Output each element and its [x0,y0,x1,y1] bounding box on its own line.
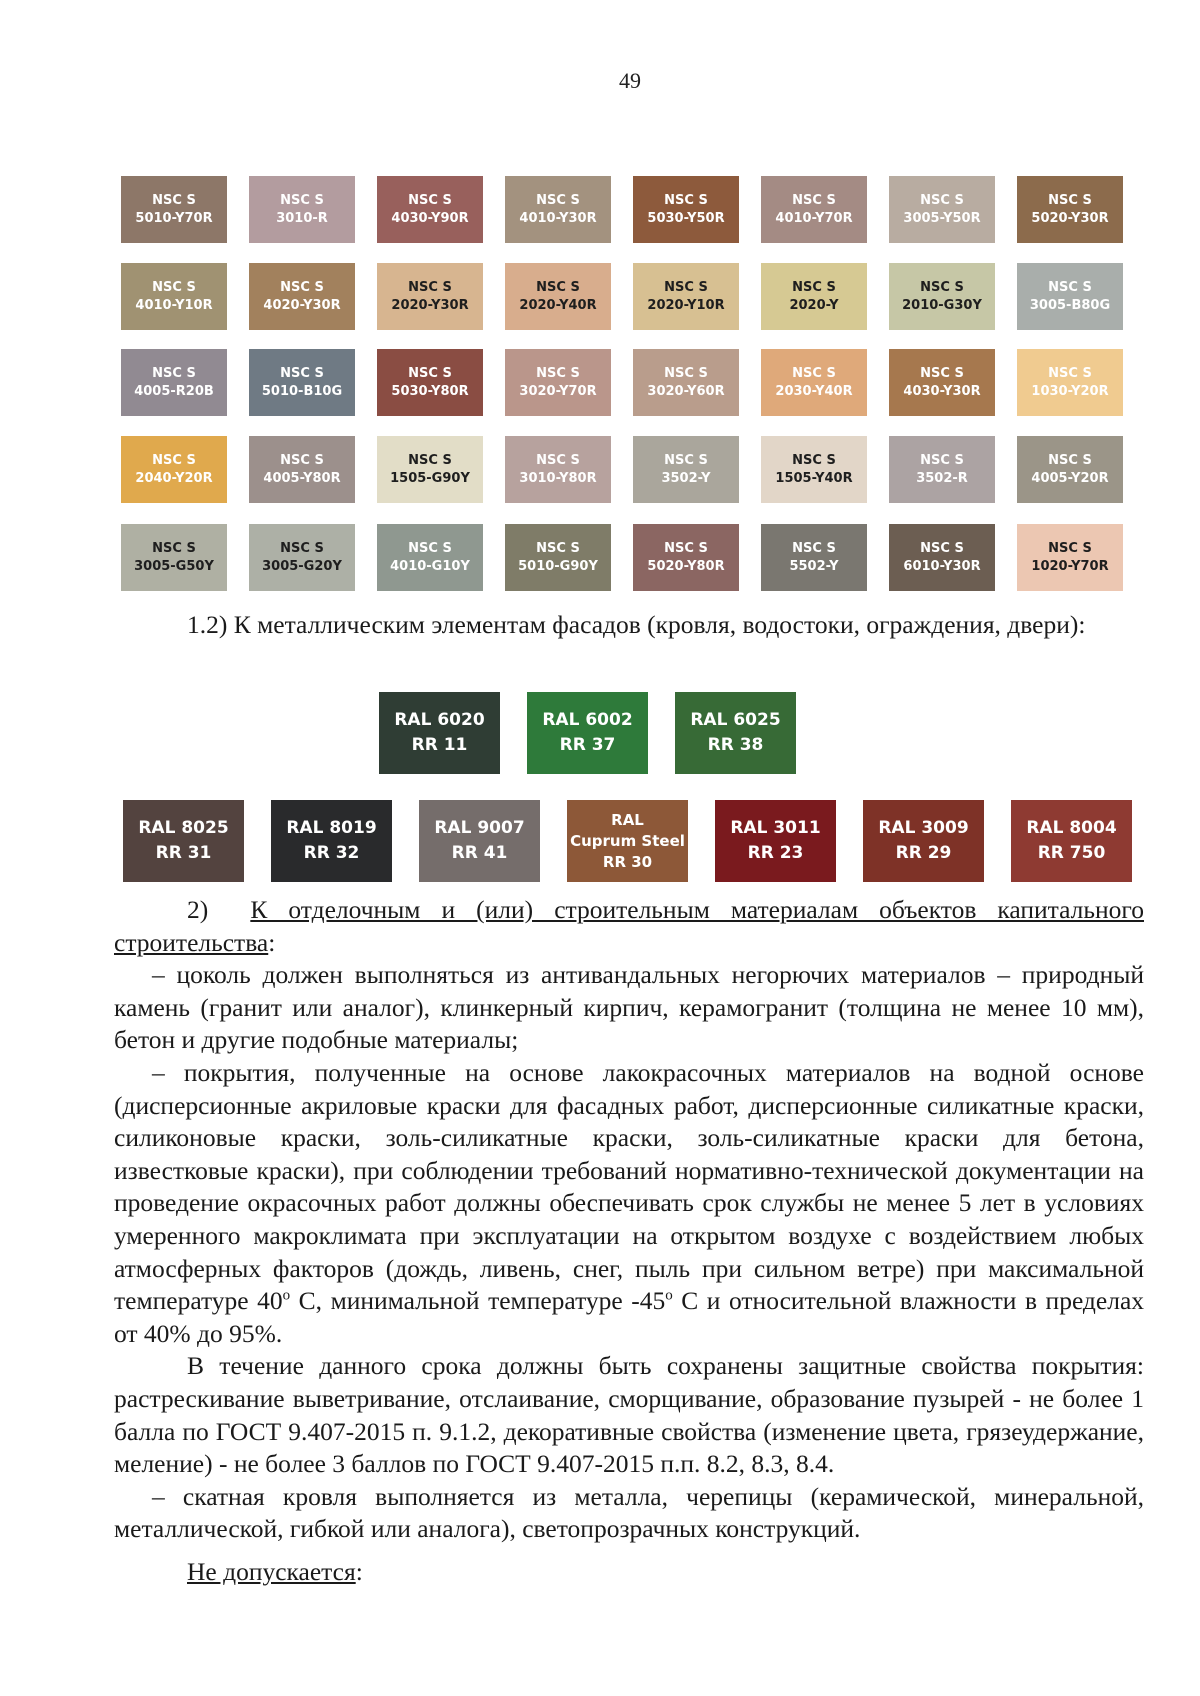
swatch-label-line1: NSC S [920,192,964,208]
ral-label-l2: RR 750 [1037,843,1106,863]
nsc-swatch [889,436,995,503]
swatch-label-line1: NSC S [408,452,452,468]
swatch-label-line1: NSC S [152,365,196,381]
bullet-coatings: – покрытия, полученные на основе лакокрасочных материалов на водной основе (дисперсионные акриловые краски для фасадных работ, дисперсионные силикатные краски, силиконовые краски, золь-силикатные краски, золь-силикатные краски для бетона, известковые краски), при соблюдении требований нормативно-технической документации на проведение окрасочных работ должны обеспечивать срок службы не менее 5 лет в условиях умеренного макроклимата при эксплуатации на открытом воздухе с воздействием любых атмосферных факторов (дождь, ливень, снег, пыль при сильном ветре) при максимальной температуре 40$^o$ С, минимальной температуре -45$^o$ С и относительной влажности в пределах от 40% до 95%. [114,1057,1145,1348]
nsc-swatch [889,524,995,591]
swatch-label-line1: NSC S [536,192,580,208]
swatch-label-code: 3005-Y50R [903,210,981,226]
swatch-label-line1: NSC S [920,540,964,556]
swatch-label-line1: NSC S [536,365,580,381]
nsc-swatch [761,263,867,330]
swatch-label-line1: NSC S [1048,279,1092,295]
nsc-swatch [1017,524,1123,591]
nsc-swatch [889,349,995,416]
swatch-label-line1: NSC S [536,452,580,468]
page-number: 49 [619,68,641,93]
swatch-label-line1: NSC S [1048,365,1092,381]
ral-label-l2: RR 38 [707,735,764,755]
ral-swatch [123,800,244,882]
swatch-label-code: 4010-Y30R [519,210,597,226]
section-2 [114,894,1144,1588]
swatch-label-code: 1020-Y70R [1031,558,1109,574]
nsc-swatch [505,176,611,243]
nsc-swatch [377,436,483,503]
swatch-label-line1: NSC S [152,452,196,468]
bullet-roof: – скатная кровля выполняется из металла, черепицы (керамической, минеральной, металлической, гибкой или аналога), светопрозрачных конструкций. [114,1481,1144,1544]
ral-label-l2: Cuprum Steel [570,831,685,850]
nsc-swatch [121,263,227,330]
swatch-label-code: 4020-Y30R [263,297,341,313]
swatch-label-code: 1030-Y20R [1031,383,1109,399]
ral-label-l3: RR 30 [602,852,653,871]
swatch-label-code: 4005-Y20R [1031,470,1109,486]
nsc-swatch [377,176,483,243]
swatch-label-line1: NSC S [408,279,452,295]
swatch-label-code: 3005-B80G [1029,297,1111,313]
metal-intro-text: 1.2) К металлическим элементам фасадов (кровля, водостоки, ограждения, двери): [187,610,1086,639]
swatch-label-code: 5030-Y80R [391,383,469,399]
swatch-label-code: 3005-G50Y [134,558,214,574]
swatch-label-line1: NSC S [408,192,452,208]
swatch-label-line1: NSC S [792,279,836,295]
ral-label-l2: RR 23 [747,843,804,863]
swatch-label-line1: NSC S [920,279,964,295]
nsc-swatch [889,176,995,243]
not-allowed-heading: Не допускается: [187,1556,363,1586]
swatch-label-line1: NSC S [664,192,708,208]
swatch-label-code: 5030-Y50R [647,210,725,226]
nsc-swatch [1017,263,1123,330]
swatch-label-line1: NSC S [920,452,964,468]
nsc-swatch [121,349,227,416]
swatch-label-code: 4030-Y90R [391,210,469,226]
nsc-swatch [1017,436,1123,503]
nsc-swatch [377,263,483,330]
ral-label-l1: RAL [611,810,644,829]
nsc-swatch [249,176,355,243]
swatch-label-line1: NSC S [280,452,324,468]
swatch-label-code: 5010-G90Y [518,558,598,574]
swatch-label-line1: NSC S [408,365,452,381]
nsc-swatch [761,349,867,416]
nsc-swatch [249,436,355,503]
ral-label-l2: RR 11 [411,735,468,755]
swatch-label-code: 5020-Y80R [647,558,725,574]
swatch-label-line1: NSC S [1048,192,1092,208]
ral-label-l1: RAL 6002 [542,710,633,731]
ral-swatch [715,800,836,882]
nsc-swatch [121,436,227,503]
swatch-label-code: 5010-Y70R [135,210,213,226]
swatch-label-code: 1505-Y40R [775,470,853,486]
nsc-swatch [1017,349,1123,416]
swatch-label-code: 4005-R20B [134,383,214,399]
swatch-label-code: 4030-Y30R [903,383,981,399]
swatch-label-code: 1505-G90Y [390,470,470,486]
swatch-label-code: 3010-R [276,210,328,226]
swatch-label-code: 2010-G30Y [902,297,982,313]
section-2-number: 2) [187,895,209,924]
nsc-swatch [505,349,611,416]
swatch-label-code: 5502-Y [789,558,839,574]
swatch-label-code: 2020-Y30R [391,297,469,313]
bullet-plinth: – цоколь должен выполняться из антивандальных негорючих материалов – природный камень (гранит или аналог), клинкерный кирпич, керамогранит (толщина не менее 10 мм), бетон и другие подобные материалы; [114,960,1144,1055]
ral-label-l2: RR 41 [451,843,508,863]
nsc-swatch [633,263,739,330]
swatch-label-line1: NSC S [152,279,196,295]
nsc-swatch [505,263,611,330]
ral-swatch [675,692,796,774]
swatch-label-line1: NSC S [792,452,836,468]
ral-label-l2: RR 29 [895,843,952,863]
ral-swatch [271,800,392,882]
swatch-label-code: 2020-Y10R [647,297,725,313]
swatch-label-line1: NSC S [1048,452,1092,468]
swatch-label-code: 3020-Y60R [647,383,725,399]
nsc-swatch [761,176,867,243]
swatch-label-code: 4010-Y10R [135,297,213,313]
swatch-label-code: 3502-Y [661,470,711,486]
swatch-label-code: 2020-Y40R [519,297,597,313]
swatch-label-line1: NSC S [280,192,324,208]
nsc-swatch [249,524,355,591]
swatch-label-line1: NSC S [408,540,452,556]
nsc-swatch [249,263,355,330]
swatch-label-code: 5020-Y30R [1031,210,1109,226]
nsc-swatch [505,524,611,591]
ral-swatch [379,692,500,774]
swatch-label-code: 2030-Y40R [775,383,853,399]
nsc-swatch [505,436,611,503]
nsc-swatch [633,524,739,591]
ral-swatch [527,692,648,774]
nsc-swatch [633,436,739,503]
swatch-label-line1: NSC S [280,540,324,556]
metal-elements-intro [114,609,1144,642]
swatch-label-code: 4010-G10Y [390,558,470,574]
ral-label-l1: RAL 8025 [138,818,229,839]
swatch-label-line1: NSC S [152,192,196,208]
ral-label-l1: RAL 3009 [878,818,969,839]
swatch-label-line1: NSC S [792,540,836,556]
nsc-swatch [889,263,995,330]
swatch-label-line1: NSC S [152,540,196,556]
swatch-label-code: 3020-Y70R [519,383,597,399]
nsc-swatch [121,524,227,591]
nsc-swatch [249,349,355,416]
swatch-label-code: 2020-Y [789,297,839,313]
protective-period-paragraph: В течение данного срока должны быть сохранены защитные свойства покрытия: растрескивание выветривание, отслаивание, сморщивание, образование пузырей - не более 1 балла по ГОСТ 9.407-2015 п. 9.1.2, декоративные свойства (изменение цвета, грязеудержание, меление) - не более 3 баллов по ГОСТ 9.407-2015 п.п. 8.2, 8.3, 8.4. [114,1351,1144,1479]
swatch-label-line1: NSC S [280,365,324,381]
nsc-swatch [761,524,867,591]
swatch-label-line1: NSC S [536,540,580,556]
swatch-label-code: 6010-Y30R [903,558,981,574]
section-2-heading: 2) К отделочным и (или) строительным материалам объектов капитального строительства: [114,895,1144,957]
nsc-swatch [761,436,867,503]
ral-label-l1: RAL 3011 [730,818,821,839]
swatch-label-line1: NSC S [1048,540,1092,556]
swatch-label-code: 3502-R [916,470,968,486]
swatch-label-line1: NSC S [664,365,708,381]
swatch-label-line1: NSC S [664,279,708,295]
nsc-swatch [121,176,227,243]
swatch-label-code: 3010-Y80R [519,470,597,486]
ral-label-l1: RAL 6020 [394,710,485,731]
ral-label-l2: RR 32 [303,843,360,863]
nsc-swatch [1017,176,1123,243]
swatch-label-line1: NSC S [792,192,836,208]
nsc-swatch [377,524,483,591]
section-2-title: К отделочным и (или) строительным материалам объектов капитального строительства [114,895,1144,957]
ral-label-l2: RR 31 [155,843,212,863]
swatch-label-line1: NSC S [664,540,708,556]
swatch-label-code: 2040-Y20R [135,470,213,486]
ral-label-l1: RAL 6025 [690,710,781,731]
swatch-label-line1: NSC S [792,365,836,381]
ral-label-l1: RAL 8019 [286,818,377,839]
swatch-label-line1: NSC S [280,279,324,295]
ral-swatch [567,800,688,882]
swatch-label-line1: NSC S [664,452,708,468]
ral-swatch [863,800,984,882]
swatch-label-code: 5010-B10G [261,383,343,399]
swatch-label-line1: NSC S [536,279,580,295]
nsc-swatch [377,349,483,416]
nsc-swatch [633,176,739,243]
ral-swatch [1011,800,1132,882]
swatch-label-code: 4010-Y70R [775,210,853,226]
swatch-label-code: 4005-Y80R [263,470,341,486]
ral-label-l2: RR 37 [559,735,616,755]
ral-swatch [419,800,540,882]
ral-label-l1: RAL 8004 [1026,818,1117,839]
ral-label-l1: RAL 9007 [434,818,525,839]
swatch-label-code: 3005-G20Y [262,558,342,574]
nsc-swatch [633,349,739,416]
swatch-label-line1: NSC S [920,365,964,381]
